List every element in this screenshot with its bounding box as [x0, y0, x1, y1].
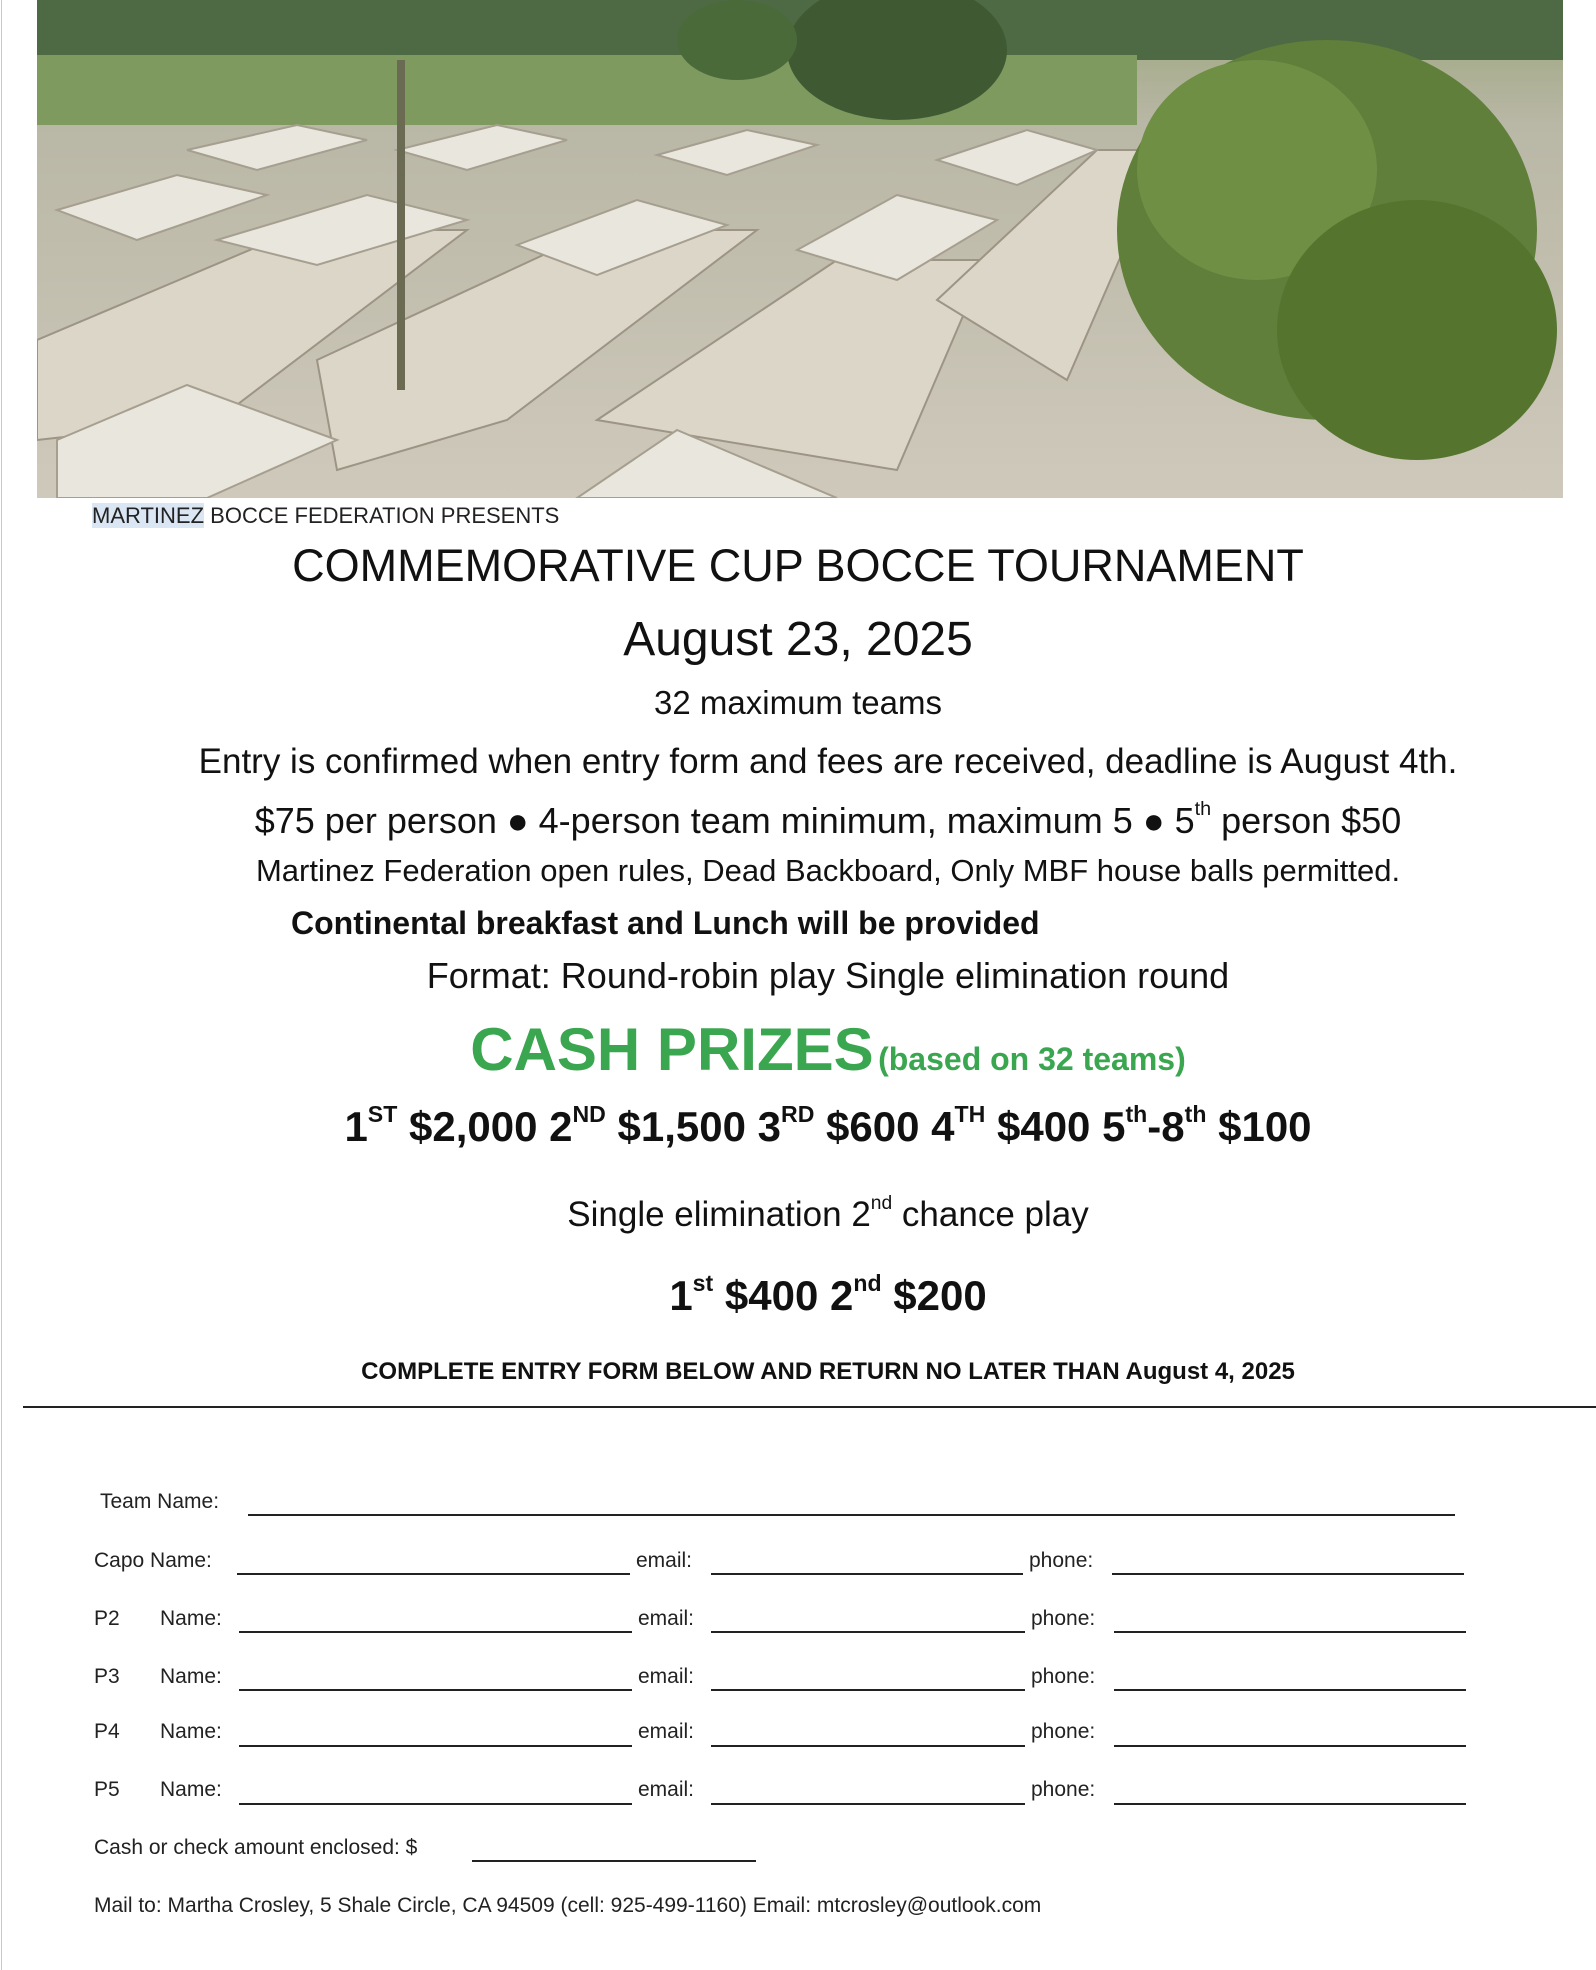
rules-line: Martinez Federation open rules, Dead Backboard, Only MBF house balls permitted.: [255, 853, 1401, 888]
p3-name-field[interactable]: [239, 1689, 632, 1691]
p4-email-label: email:: [638, 1720, 695, 1743]
p5-name-field[interactable]: [239, 1803, 632, 1805]
p3-name-label: Name:: [160, 1665, 222, 1688]
capo-email-label: email:: [636, 1549, 693, 1572]
prizes-line: [0, 1103, 1596, 1151]
entry-note: Entry is confirmed when entry form and fees are received, deadline is August 4th.: [198, 742, 1458, 781]
fee-part1: $75 per person ● 4-person team minimum, maximum 5 ● 5: [254, 800, 1195, 841]
p2-name-label: Name:: [160, 1607, 222, 1630]
p5-name-label: Name:: [160, 1778, 222, 1801]
p5-phone-field[interactable]: [1114, 1803, 1466, 1805]
prize-5-8: 5th-8th $100: [1102, 1101, 1312, 1150]
event-date: August 23, 2025: [623, 613, 973, 666]
p2-phone-label: phone:: [1031, 1607, 1096, 1630]
player-label-p5: P5: [94, 1778, 120, 1801]
presents-rest: BOCCE FEDERATION PRESENTS: [204, 503, 560, 528]
presents-line: [92, 503, 559, 529]
p4-phone-label: phone:: [1031, 1720, 1096, 1743]
breakfast-line: Continental breakfast and Lunch will be provided: [291, 905, 1040, 941]
capo-phone-field[interactable]: [1112, 1573, 1464, 1575]
p4-phone-field[interactable]: [1114, 1745, 1466, 1747]
p5-phone-label: phone:: [1031, 1778, 1096, 1801]
p4-name-field[interactable]: [239, 1745, 632, 1747]
second-chance-line: Single elimination 2nd chance play: [567, 1193, 1089, 1234]
p2-phone-field[interactable]: [1114, 1631, 1466, 1633]
p5-email-field[interactable]: [711, 1803, 1025, 1805]
p5-email-label: email:: [638, 1778, 695, 1801]
p2-name-field[interactable]: [239, 1631, 632, 1633]
cash-heading: CASH PRIZES: [470, 1016, 874, 1083]
capo-phone-label: phone:: [1029, 1549, 1094, 1572]
cash-prizes-heading: [0, 1015, 1596, 1084]
fee-line: [0, 800, 1596, 842]
second-chance-prizes: 1st $400 2nd $200: [669, 1270, 987, 1319]
prize-3: 3RD $600: [757, 1101, 932, 1150]
p3-phone-label: phone:: [1031, 1665, 1096, 1688]
p2-email-label: email:: [638, 1607, 695, 1630]
mail-to-line: Mail to: Martha Crosley, 5 Shale Circle, CA 94509 (cell: 925-499-1160) Email: mtcrosley@outlook.com: [94, 1894, 1042, 1917]
max-teams: 32 maximum teams: [654, 684, 942, 721]
team-name-field[interactable]: [248, 1514, 1455, 1516]
cash-amount-label: Cash or check amount enclosed: $: [94, 1836, 418, 1859]
capo-name-field[interactable]: [237, 1573, 630, 1575]
prize-1: 1ST $2,000: [344, 1101, 550, 1150]
prize-2: 2ND $1,500: [549, 1101, 758, 1150]
p3-email-field[interactable]: [711, 1689, 1025, 1691]
presents-highlight: MARTINEZ: [92, 503, 205, 528]
fee-part2: person $50: [1211, 800, 1402, 841]
format-line: Format: Round-robin play Single elimination round: [426, 955, 1230, 996]
p3-phone-field[interactable]: [1114, 1689, 1466, 1691]
capo-name-label: Capo Name:: [94, 1549, 212, 1572]
deadline-notice: COMPLETE ENTRY FORM BELOW AND RETURN NO LATER THAN August 4, 2025: [361, 1358, 1295, 1385]
capo-email-field[interactable]: [711, 1573, 1023, 1575]
section-divider: [23, 1406, 1596, 1408]
p4-name-label: Name:: [160, 1720, 222, 1743]
p3-email-label: email:: [638, 1665, 695, 1688]
p4-email-field[interactable]: [711, 1745, 1025, 1747]
prize-4: 4TH $400: [931, 1101, 1103, 1150]
fee-sup: th: [1194, 798, 1212, 820]
bocce-courts-photo: [37, 0, 1563, 498]
player-label-p3: P3: [94, 1665, 120, 1688]
cash-amount-field[interactable]: [472, 1860, 756, 1862]
player-label-p2: P2: [94, 1607, 120, 1630]
player-label-p4: P4: [94, 1720, 120, 1743]
p2-email-field[interactable]: [711, 1631, 1025, 1633]
cash-subheading: (based on 32 teams): [878, 1041, 1186, 1077]
team-name-label: Team Name:: [100, 1490, 220, 1513]
event-title: COMMEMORATIVE CUP BOCCE TOURNAMENT: [292, 540, 1304, 591]
